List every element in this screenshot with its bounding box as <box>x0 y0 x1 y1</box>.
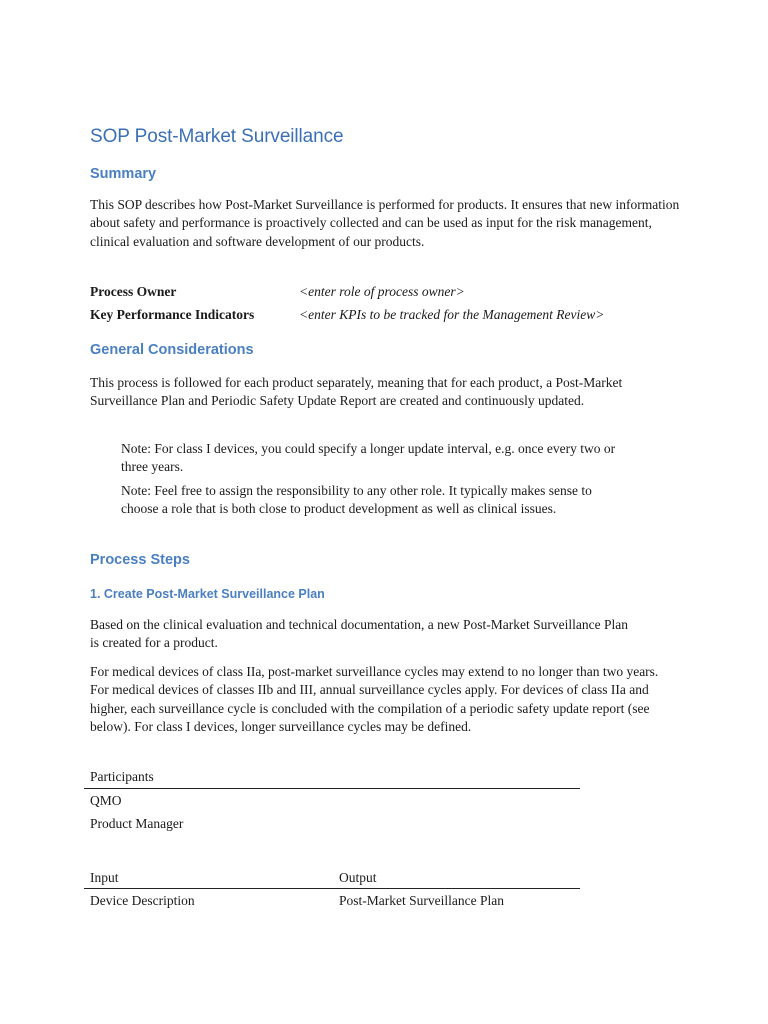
participants-header: Participants <box>90 769 154 784</box>
participant-row: QMO <box>90 793 122 808</box>
step1-paragraph-1: Based on the clinical evaluation and technical documentation, a new Post-Market Surveillance Plan is created for a product. <box>90 617 628 651</box>
process-steps-heading: Process Steps <box>90 552 190 568</box>
input-value: Device Description <box>90 893 195 908</box>
document-title: SOP Post-Market Surveillance <box>90 126 344 147</box>
summary-text: This SOP describes how Post-Market Surveillance is performed for products. It ensures that new information about safety and performance is proactively collected and can be used as input for the risk management, clinical evaluation and software development of our products. <box>90 197 680 249</box>
kpi-value: <enter KPIs to be tracked for the Management Review> <box>299 307 605 322</box>
general-considerations-heading: General Considerations <box>90 342 254 358</box>
participant-row: Product Manager <box>90 816 184 831</box>
step1-paragraph-2: For medical devices of class IIa, post-market surveillance cycles may extend to no longer than two years. For medical devices of classes IIb and III, annual surveillance cycles apply. For devices of class IIa and higher, each surveillance cycle is concluded with the compilation of a periodic safety update report (see below). For class I devices, longer surveillance cycles may be defined. <box>90 664 659 734</box>
output-value: Post-Market Surveillance Plan <box>339 893 504 908</box>
output-header: Output <box>339 870 377 885</box>
process-owner-label: Process Owner <box>90 284 177 299</box>
input-header: Input <box>90 870 119 885</box>
note-class-i: Note: For class I devices, you could specify a longer update interval, e.g. once every two or three years. <box>121 441 616 475</box>
step1-heading: 1. Create Post-Market Surveillance Plan <box>90 587 325 601</box>
io-header-rule <box>84 888 580 889</box>
kpi-label: Key Performance Indicators <box>90 307 255 322</box>
note-responsibility: Note: Feel free to assign the responsibility to any other role. It typically makes sense to choose a role that is both close to product development as well as clinical issues. <box>121 483 592 517</box>
process-owner-value: <enter role of process owner> <box>299 284 465 299</box>
summary-heading: Summary <box>90 166 157 182</box>
general-considerations-text: This process is followed for each product separately, meaning that for each product, a Post-Market Surveillance Plan and Periodic Safety Update Report are created and continuously updated. <box>90 375 623 409</box>
participants-header-rule <box>84 788 580 789</box>
